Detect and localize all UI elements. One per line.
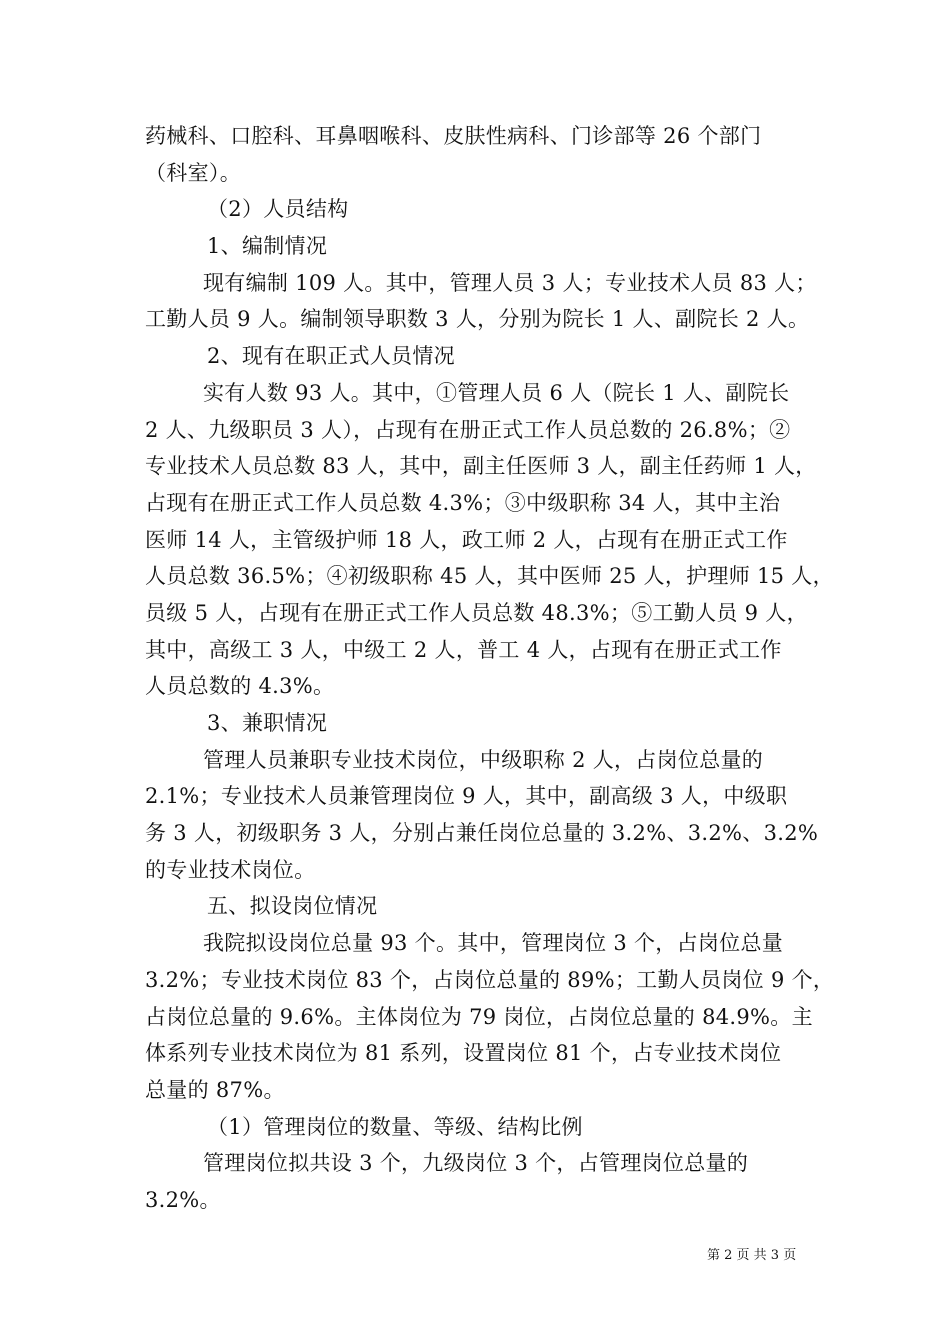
text-line: 现有编制 109 人。其中，管理人员 3 人；专业技术人员 83 人； <box>203 270 817 295</box>
text-line: 务 3 人，初级职务 3 人，分别占兼任岗位总量的 3.2%、3.2%、3.2% <box>145 821 819 846</box>
text-line: 人员总数 36.5%；④初级职称 45 人，其中医师 25 人，护理师 15 人， <box>145 564 834 589</box>
text-line: 专业技术人员总数 83 人，其中，副主任医师 3 人，副主任药师 1 人， <box>145 454 817 479</box>
text-line: 管理人员兼职专业技术岗位，中级职称 2 人，占岗位总量的 <box>203 747 764 772</box>
text-line: 体系列专业技术岗位为 81 系列，设置岗位 81 个，占专业技术岗位 <box>145 1041 782 1066</box>
text-line: 药械科、口腔科、耳鼻咽喉科、皮肤性病科、门诊部等 26 个部门 <box>145 124 762 148</box>
text-line: （1）管理岗位的数量、等级、结构比例 <box>207 1114 583 1139</box>
text-line: 占现有在册正式工作人员总数 4.3%；③中级职称 34 人，其中主治 <box>145 490 781 515</box>
text-line: 2.1%；专业技术人员兼管理岗位 9 人，其中，副高级 3 人，中级职 <box>145 784 788 809</box>
text-line: 占岗位总量的 9.6%。主体岗位为 79 岗位，占岗位总量的 84.9%。主 <box>145 1004 813 1029</box>
text-line: 2 人、九级职员 3 人），占现有在册正式工作人员总数的 26.8%；② <box>145 417 791 442</box>
text-line: 管理岗位拟共设 3 个，九级岗位 3 个，占管理岗位总量的 <box>203 1151 749 1176</box>
text-line: 3.2%。 <box>145 1187 221 1212</box>
text-line: 2、现有在职正式人员情况 <box>207 344 455 369</box>
page-number: 第 2 页 共 3 页 <box>707 1248 797 1263</box>
text-line: 实有人数 93 人。其中，①管理人员 6 人（院长 1 人、副院长 <box>203 380 790 405</box>
text-line: 人员总数的 4.3%。 <box>145 674 335 699</box>
text-line: （2）人员结构 <box>207 197 349 222</box>
text-line: 其中，高级工 3 人，中级工 2 人，普工 4 人，占现有在册正式工作 <box>145 637 782 662</box>
text-line: 医师 14 人，主管级护师 18 人，政工师 2 人，占现有在册正式工作 <box>145 527 788 552</box>
text-line: 我院拟设岗位总量 93 个。其中，管理岗位 3 个，占岗位总量 <box>203 931 784 956</box>
text-line: 的专业技术岗位。 <box>145 857 316 882</box>
text-line: （科室）。 <box>145 160 241 185</box>
text-line: 总量的 87%。 <box>145 1077 285 1102</box>
text-line: 员级 5 人，占现有在册正式工作人员总数 48.3%；⑤工勤人员 9 人， <box>145 600 808 625</box>
text-line: 3.2%；专业技术岗位 83 个，占岗位总量的 89%；工勤人员岗位 9 个， <box>145 967 835 992</box>
document-body <box>145 118 835 1219</box>
text-line: 1、编制情况 <box>207 234 328 259</box>
text-line: 3、兼职情况 <box>207 711 328 735</box>
text-line: 工勤人员 9 人。编制领导职数 3 人，分别为院长 1 人、副院长 2 人。 <box>145 307 810 332</box>
text-line: 五、拟设岗位情况 <box>207 894 378 919</box>
